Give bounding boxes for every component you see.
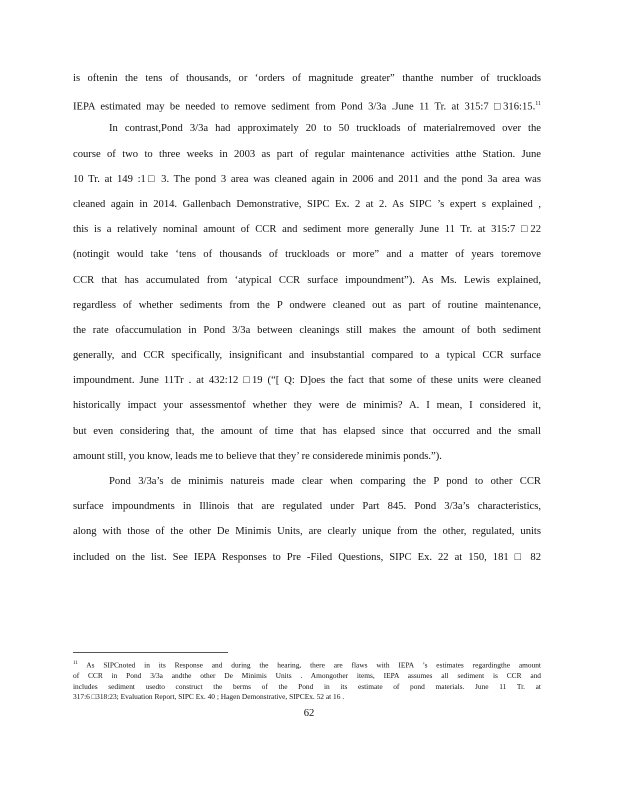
text-line: this is a relatively nominal amount of CCR and sediment more generally June 11 Tr. at 315:7 □22 (73, 224, 541, 236)
footnote-separator (73, 652, 228, 653)
footnote (73, 659, 541, 703)
footnote-line: 317:6 □318:23; Evaluation Report, SIPC Ex. 40 ; Hagen Demonstrative, SIPCEx. 52 at 16 . (73, 692, 345, 702)
text-line: but even considering that, the amount of time that has elapsed since that occurred and the small (73, 425, 541, 437)
page-number: 62 (303, 708, 315, 719)
text-line: CCR that has accumulated from ‘atypical CCR surface impoundment”). As Ms. Lewis explained, (73, 274, 541, 286)
footnote-line: includes sediment usedto construct the berms of the Pond in its estimate of pond materials. June 11 Tr. at (73, 681, 541, 691)
text-line: cleaned again in 2014. Gallenbach Demonstrative, SIPC Ex. 2 at 2. As SIPC ’s expert s explained , (73, 198, 541, 210)
text-line: regardless of whether sediments from the P ondwere cleaned out as part of routine maintenance, (73, 299, 541, 311)
text-line: In contrast,Pond 3/3a had approximately 20 to 50 truckloads of materialremoved over the (109, 123, 541, 135)
text-line: included on the list. See IEPA Responses to Pre -Filed Questions, SIPC Ex. 22 at 150, 181 □ 82 (73, 551, 541, 563)
body-text (73, 70, 541, 574)
text-line: impoundment. June 11Tr . at 432:12 □19 (“[ Q: D]oes the fact that some of these units were cleaned (73, 375, 541, 387)
text-line: 10 Tr. at 149 :1□ 3. The pond 3 area was cleaned again in 2006 and 2011 and the pond 3a area was (73, 173, 541, 185)
text-line: the rate ofaccumulation in Pond 3/3a between cleanings still makes the amount of both sediment (73, 324, 541, 336)
footnote-line: of CCR in Pond 3/3a andthe other De Minimis Units . Amongother items, IEPA assumes all sediment is CCR and (73, 671, 541, 681)
text-line-content: IEPA estimated may be needed to remove sediment from Pond 3/3a .June 11 Tr. at 315:7 □316:15. (73, 101, 536, 113)
text-line: is oftenin the tens of thousands, or ‘orders of magnitude greater” thanthe number of truckloads (73, 73, 541, 84)
footnote-line (73, 659, 541, 671)
text-line: historically impact your assessmentof whether they were de minimis? A. I mean, I considered it, (73, 400, 541, 412)
text-line: along with those of the other De Minimis Units, are clearly unique from the other, regulated, units (73, 526, 541, 538)
text-line: surface impoundments in Illinois that are regulated under Part 845. Pond 3/3a’s characteristics, (73, 501, 541, 513)
text-line: amount still, you know, leads me to believe that they’ re considerede minimis ponds.”). (73, 450, 442, 462)
text-line: course of two to three weeks in 2003 as part of regular maintenance activities atthe Station. June (73, 148, 541, 160)
footnote-marker: 11 (73, 661, 78, 666)
footnote-line-content: As SIPCnoted in its Response and during the hearing, there are flaws with IEPA ’s estimates regardingthe amount (86, 660, 541, 670)
text-line: generally, and CCR specifically, insignificant and insubstantial compared to a typical CCR surface (73, 350, 541, 362)
footnote-reference: 11 (535, 101, 541, 108)
text-line-with-footnote-ref (73, 95, 541, 120)
text-line: Pond 3/3a’s de minimis natureis made clear when comparing the P pond to other CCR (109, 476, 541, 487)
text-line: (notingit would take ‘tens of thousands of truckloads or more” and a matter of years toremove (73, 249, 541, 261)
